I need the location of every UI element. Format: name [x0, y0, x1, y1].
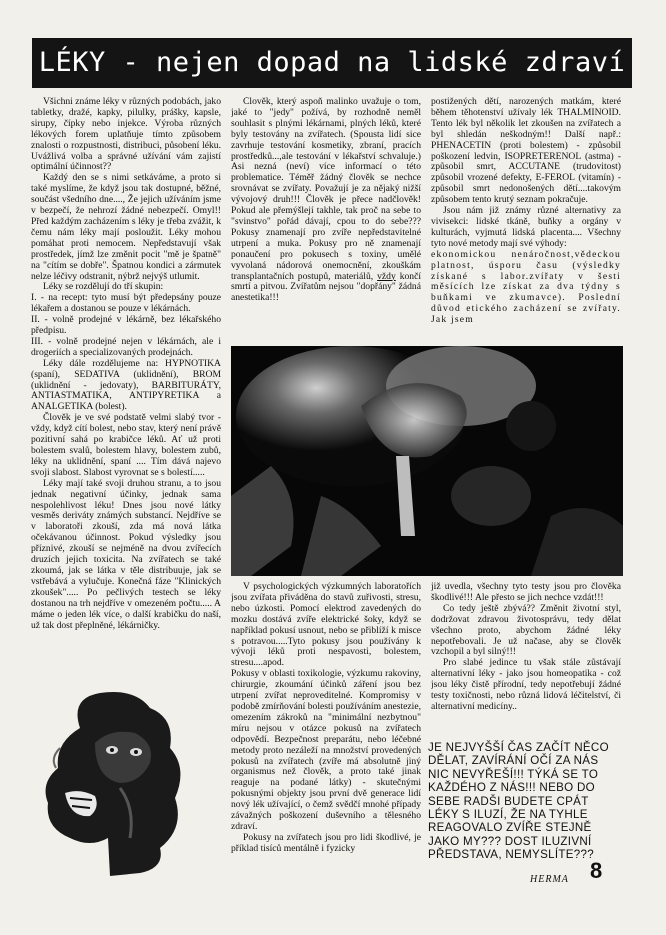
paragraph: Léky mají také svoji druhou stranu, a to jsou jednak negativní účinky, jednak sama nespolehlivost léku! Dnes jsou nové látky vesměs deriváty známých substancí. Nejdříve se v laboratoři zkouší, zda má nová látka očekávanou účinnost. Pokud výsledky jsou příznivé, zkouší se nejméně na dvou zvířecích druzích jejich toxicita. Na zvířatech se také zkoumá, jak se látka v těle distribuuje, jak se vstřebává a vylučuje. Konečná fáze "Klinických zkoušek"..... Po pečlivých testech se léky dostanou na trh nejdříve v omezeném počtu..... A máme o jeden lék více, o další krabičku do naší, už tak dost přeplněné, lékárničky.	[31, 477, 221, 631]
column-5	[431, 582, 621, 727]
paragraph: již uvedla, všechny tyto testy jsou pro člověka škodlivé!!! Ale přesto se jich nechce vzdát!!!	[431, 582, 621, 603]
illustration-creature	[40, 688, 190, 878]
text-run: končí smrtí a pitvou. Zvířatům nejsou "dopřány" žádná anestetika!!!	[231, 270, 421, 304]
paragraph: Léky se rozdělují do tří skupin:	[43, 281, 164, 293]
paragraph: Pokusy v oblasti toxikologie, výzkumu rakoviny, chirurgie, zkoumání účinků záření jsou bez utrpení zvířat neproveditelné. Kompromisy v podobě zmírňování bolesti používáním anestezie, omezením zákroků na "minimální nezbytnou" míru nejsou v otázce pokusů na zvířatech odpovědí. Bezpečnost preparátu, nebo léčebné metody proto nezáleží na množství provedených pokusů na zvířatech (zvíře má absolutně jiný organismus než člověk, a proto také jinak reaguje na podané látky) - skutečnými pokusnými objekty jsou první dvě generace lidí nový lék užívající, o čemž svědčí mnohé případy závažných poškození duševního a tělesného zdraví.	[231, 668, 421, 832]
column-3	[431, 97, 621, 344]
page-number: 8	[590, 858, 603, 883]
underlined-word: vždy	[377, 270, 396, 282]
photo-image	[231, 346, 623, 576]
column-1	[31, 97, 221, 682]
paragraph: Léky dále rozdělujeme na: HYPNOTIKA (spaní), SEDATIVA (uklidnění), BROM (uklidnění - jedovaty), BARBITURÁTY, ANTIASTMATIKA, ANTIPYRETIKA a ANALGETIKA (bolest).	[31, 357, 221, 413]
paragraph: Co tedy ještě zbývá?? Změnit životní styl, dodržovat zdravou životosprávu, tedy dělat všechno proto, abychom žádné léky nepotřebovali. Je už načase, aby se člověk vzchopil a byl silný!!!	[431, 602, 621, 658]
paragraph: V psychologických výzkumných laboratořích jsou zvířata přiváděna do stavů zuřivosti, stresu, nebo úzkosti. Pomocí elektrod zavedených do mozku dostává zvíře elektrické šoky, když se například pokusí usnout, nebo se přiblíží k misce s potravou.....Tyto pokusy jsou používány k vývoji léků proti nespavosti, bolestem, stresu....apod.	[231, 582, 421, 669]
text-run: Člověk, který aspoň malinko uvažuje o tom, jaké to "jedy" požívá, by rozhodně neměl souhlasit s plnými lékárnami, plných léků, které byly testovány na zvířatech. (Spousta lidí sice zavrhuje testování kosmetiky, zbraní, pracích prostředků...,ale testování v lékařství schvaluje.) Asi nezná (neví) více informací o této problematice. Téměř žádný člověk se nechce srovnávat se zvířaty. Považují je za nějaký nižší vývojový druh!!! Člověk je přece nadčlověk! Pokud ale přemýšlejí takhle, tak proč na sebe to "svinstvo" pořád dávají, cpou to do sebe??? Pokusy znamenají pro zvíře nepředstavitelné utrpení a muka. Pokusy pro ně znamenají ponaučení pro pokusech s toxiny, umělé vyvolaná nádorová onemocnění, zkouškám transplantačních postupů, materiálů,	[231, 97, 421, 282]
column-4	[231, 582, 421, 880]
list-item: II. - volně prodejné v lékárně, bez lékařského předpisu.	[31, 314, 221, 337]
paragraph	[231, 97, 421, 304]
paragraph: ekonomickou nenáročnost,vědeckou platnost, úsporu času (výsledky získané s labor.zvířaty v šesti měsících lze získat za dva týdny s buňkami ve zkumavce). Poslední důvod etického zacházení se zvířaty. Jak jsem	[431, 248, 621, 326]
paragraph: Pro slabé jedince tu však stále zůstávají alternativní léky - jako jsou homeopatika - což jsou léky čistě přírodní, tedy nepotřebují žádné testy toxičnosti, nebo různá lidová léčitelství, či alternativní medicíny..	[431, 657, 621, 712]
paragraph: Každý den se s nimi setkáváme, a proto si také myslíme, že když jsou tak dostupné, běžné, součást všedního dne...., Že jejich užíváním jsme v bezpečí, že nehrozí žádné nebezpečí. Omyl!! Před každým zacházením s léky je třeba zvážit, k čemu nám léky mají posloužit. Léky mohou pomáhat proti nemocem. Nepředstavují však prostředek, jímž lze změnit pocit "mě je špatně" na "cítím se dobře". Špatnou kondici a zármutek nelze léčivy odstranit, nýbrž nejvýš utlumit.	[31, 172, 221, 282]
article-title: LÉKY - nejen dopad na lidské zdraví	[32, 38, 632, 88]
paragraph: Pokusy na zvířatech jsou pro lidi škodlivé, je příklad tisíců mentálně i fyzicky	[231, 831, 421, 854]
paragraph: Všichni známe léky v různých podobách, jako tabletky, dražé, kapky, pilulky, prášky, kapsle, sirupy, čípky nebo injekce. Výroba různých lékových forem uplatňuje tímto způsobem znalosti o rozpustnosti, distribuci, působení léku. Uvážlivá volba a správné užívání vám zajistí optimální účinnost??	[31, 97, 221, 173]
author-signature: HERMA	[530, 874, 569, 885]
list-item: III. - volně prodejné nejen v lékárnách, ale i drogeriích a specializovaných prodejnách.	[31, 335, 221, 358]
list-item: I. - na recept: tyto musí být předepsány pouze lékařem a dostanou se pouze v lékárnách.	[31, 292, 221, 315]
column-2	[231, 97, 421, 344]
creature-drawing	[40, 688, 190, 878]
paragraph: postižených dětí, narozených matkám, které během těhotenství užívaly lék THALMINOID. Tento lék byl několik let zkoušen na zvířatech a byl shledán neškodným!! Další např.: PHENACETIN (proti bolestem) - způsobil poškození ledvin, ISOPRETERENOL (astma) - způsobil smrt, ACCUTANE (trudovitost) způsobil vrozené defekty, E-FEROL (vitamín) - způsobil smrt nedonošených dětí....takovým způsobem tento krutý seznam pokračuje.	[431, 97, 621, 206]
closing-statement: JE NEJVYŠŠÍ ČAS ZAČÍT NĚCO DĚLAT, ZAVÍRÁNÍ OČÍ ZA NÁS NIC NEVYŘEŠÍ!!! TÝKÁ SE TO KAŽDÉHO Z NÁS!!! NEBO DO SEBE RADŠI BUDETE CPÁT LÉKY S ILUZÍ, ŽE NA TYHLE REAGOVALO ZVÍŘE STEJNĚ JAKO MY??? DOST ILUZIVNÍ PŘEDSTAVA, NEMYSLÍTE???	[428, 741, 609, 862]
photo-animal-experiment	[231, 346, 623, 576]
paragraph: Člověk je ve své podstatě velmi slabý tvor - vždy, když cítí bolest, nebo stav, který není právě pozitivní sahá po krabičce léků. Ať už proti bolestem svalů, bolestem hlavy, bolestem zubů, léky na uklidnění, spaní .... Tím dává najevo svoji slabost. Slabost vyrovnat se s bolestí.....	[31, 412, 221, 478]
paragraph: Jsou nám již známy různé alternativy za vivisekci: lidské tkáně, buňky a orgány v kulturách, vyjmutá lidská placenta.... Všechny tyto nové metody mají své výhody:	[431, 205, 621, 249]
